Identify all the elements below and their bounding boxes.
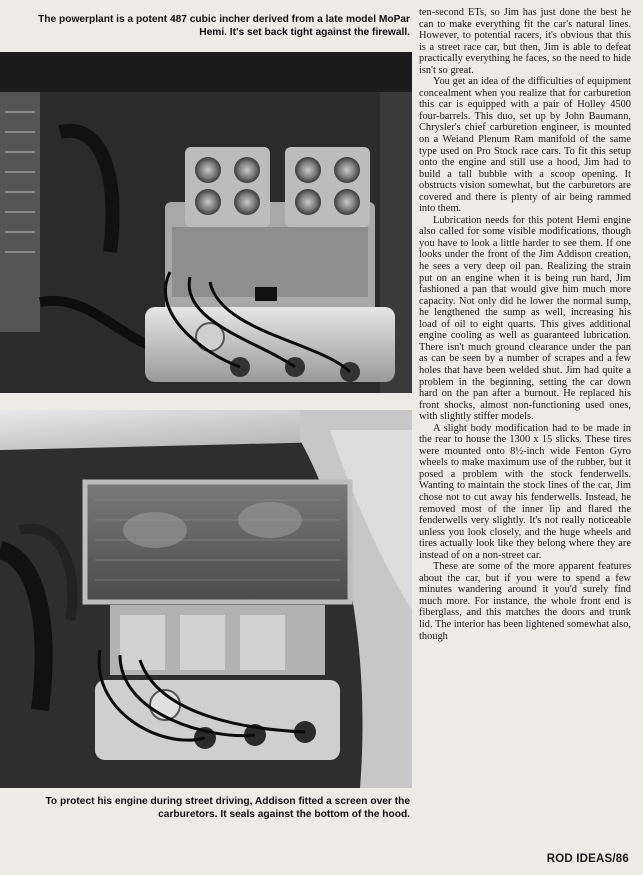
article-paragraph: ten-second ETs, so Jim has just done the best he can to make everything fit the car's natural lines. However, to potential racers, it's obvious that this is a street race car, but then, Jim is able to defeat practically everything he faces, so the need to hide isn't so great. (419, 7, 631, 76)
photo-caption-top: The powerplant is a potent 487 cubic incher derived from a late model MoPar Hemi. It's set back tight against the firewall. (38, 14, 410, 38)
photo-caption-bottom: To protect his engine during street driving, Addison fitted a screen over the carburetors. It seals against the bottom of the hood. (45, 796, 410, 820)
article-paragraph: Lubrication needs for this potent Hemi engine also called for some visible modifications, though you have to look a little harder to see them. If one looks under the front of the Jim Addison creation, he sees a very deep oil pan. Realizing the strain put on an engine when it is being run hard, Jim fashioned a pan that would give him much more capacity. Not only did he lower the normal sump, he lengthened the sump as well, increasing his load of oil to eight quarts. This gives additional engine cooling as well as guaranteed lubrication. There isn't much ground clearance under the pan as can be seen by a number of scrapes and a few holes that have been welded shut. Jim had quite a problem in the beginning, setting the car down hard on the pan after a burnout. He replaced his front shocks, almost non-functioning used ones, with slightly stiffer models. (419, 214, 631, 423)
article-paragraph: You get an idea of the difficulties of equipment concealment when you realize that for carburetion this car is equipped with a pair of Holley 4500 four-barrels. This duo, set up by John Baumann, Chrysler's chief carburetion engineer, is mounted on a Weiand Plenum Ram manifold of the same type used on Pro Stock race cars. To fit this setup onto the engine and still use a hood, Jim had to build a tall bubble with a scoop opening. It obstructs vision somewhat, but the carburetors are covered and there is plenty of air being rammed into them. (419, 76, 631, 215)
engine-photo-top (0, 52, 412, 393)
article-paragraph: A slight body modification had to be made in the rear to house the 1300 x 15 slicks. These tires were mounted onto 8½-inch wide Fenton Gyro wheels to make maximum use of the rubber, but it posed a problem with the stock fenderwells. Wanting to maintain the stock lines of the car, Jim chose not to cut away his fenderwells. Instead, he removed most of the inner lip and flared the fenderwells very slightly. It's not really noticeable unless you look closely, and the huge wheels and tires actually look like they belong where they are instead of on a non-street car. (419, 422, 631, 561)
engine-photo-bottom (0, 410, 412, 788)
page-folio: ROD IDEAS/86 (546, 853, 629, 865)
article-body (419, 7, 631, 845)
article-paragraph: These are some of the more apparent features about the car, but if you were to spend a few minutes wandering around it you'd surely find much more. For instance, the whole front end is fiberglass, and this matches the doors and trunk lid. The interior has been lightened somewhat also, though (419, 561, 631, 642)
